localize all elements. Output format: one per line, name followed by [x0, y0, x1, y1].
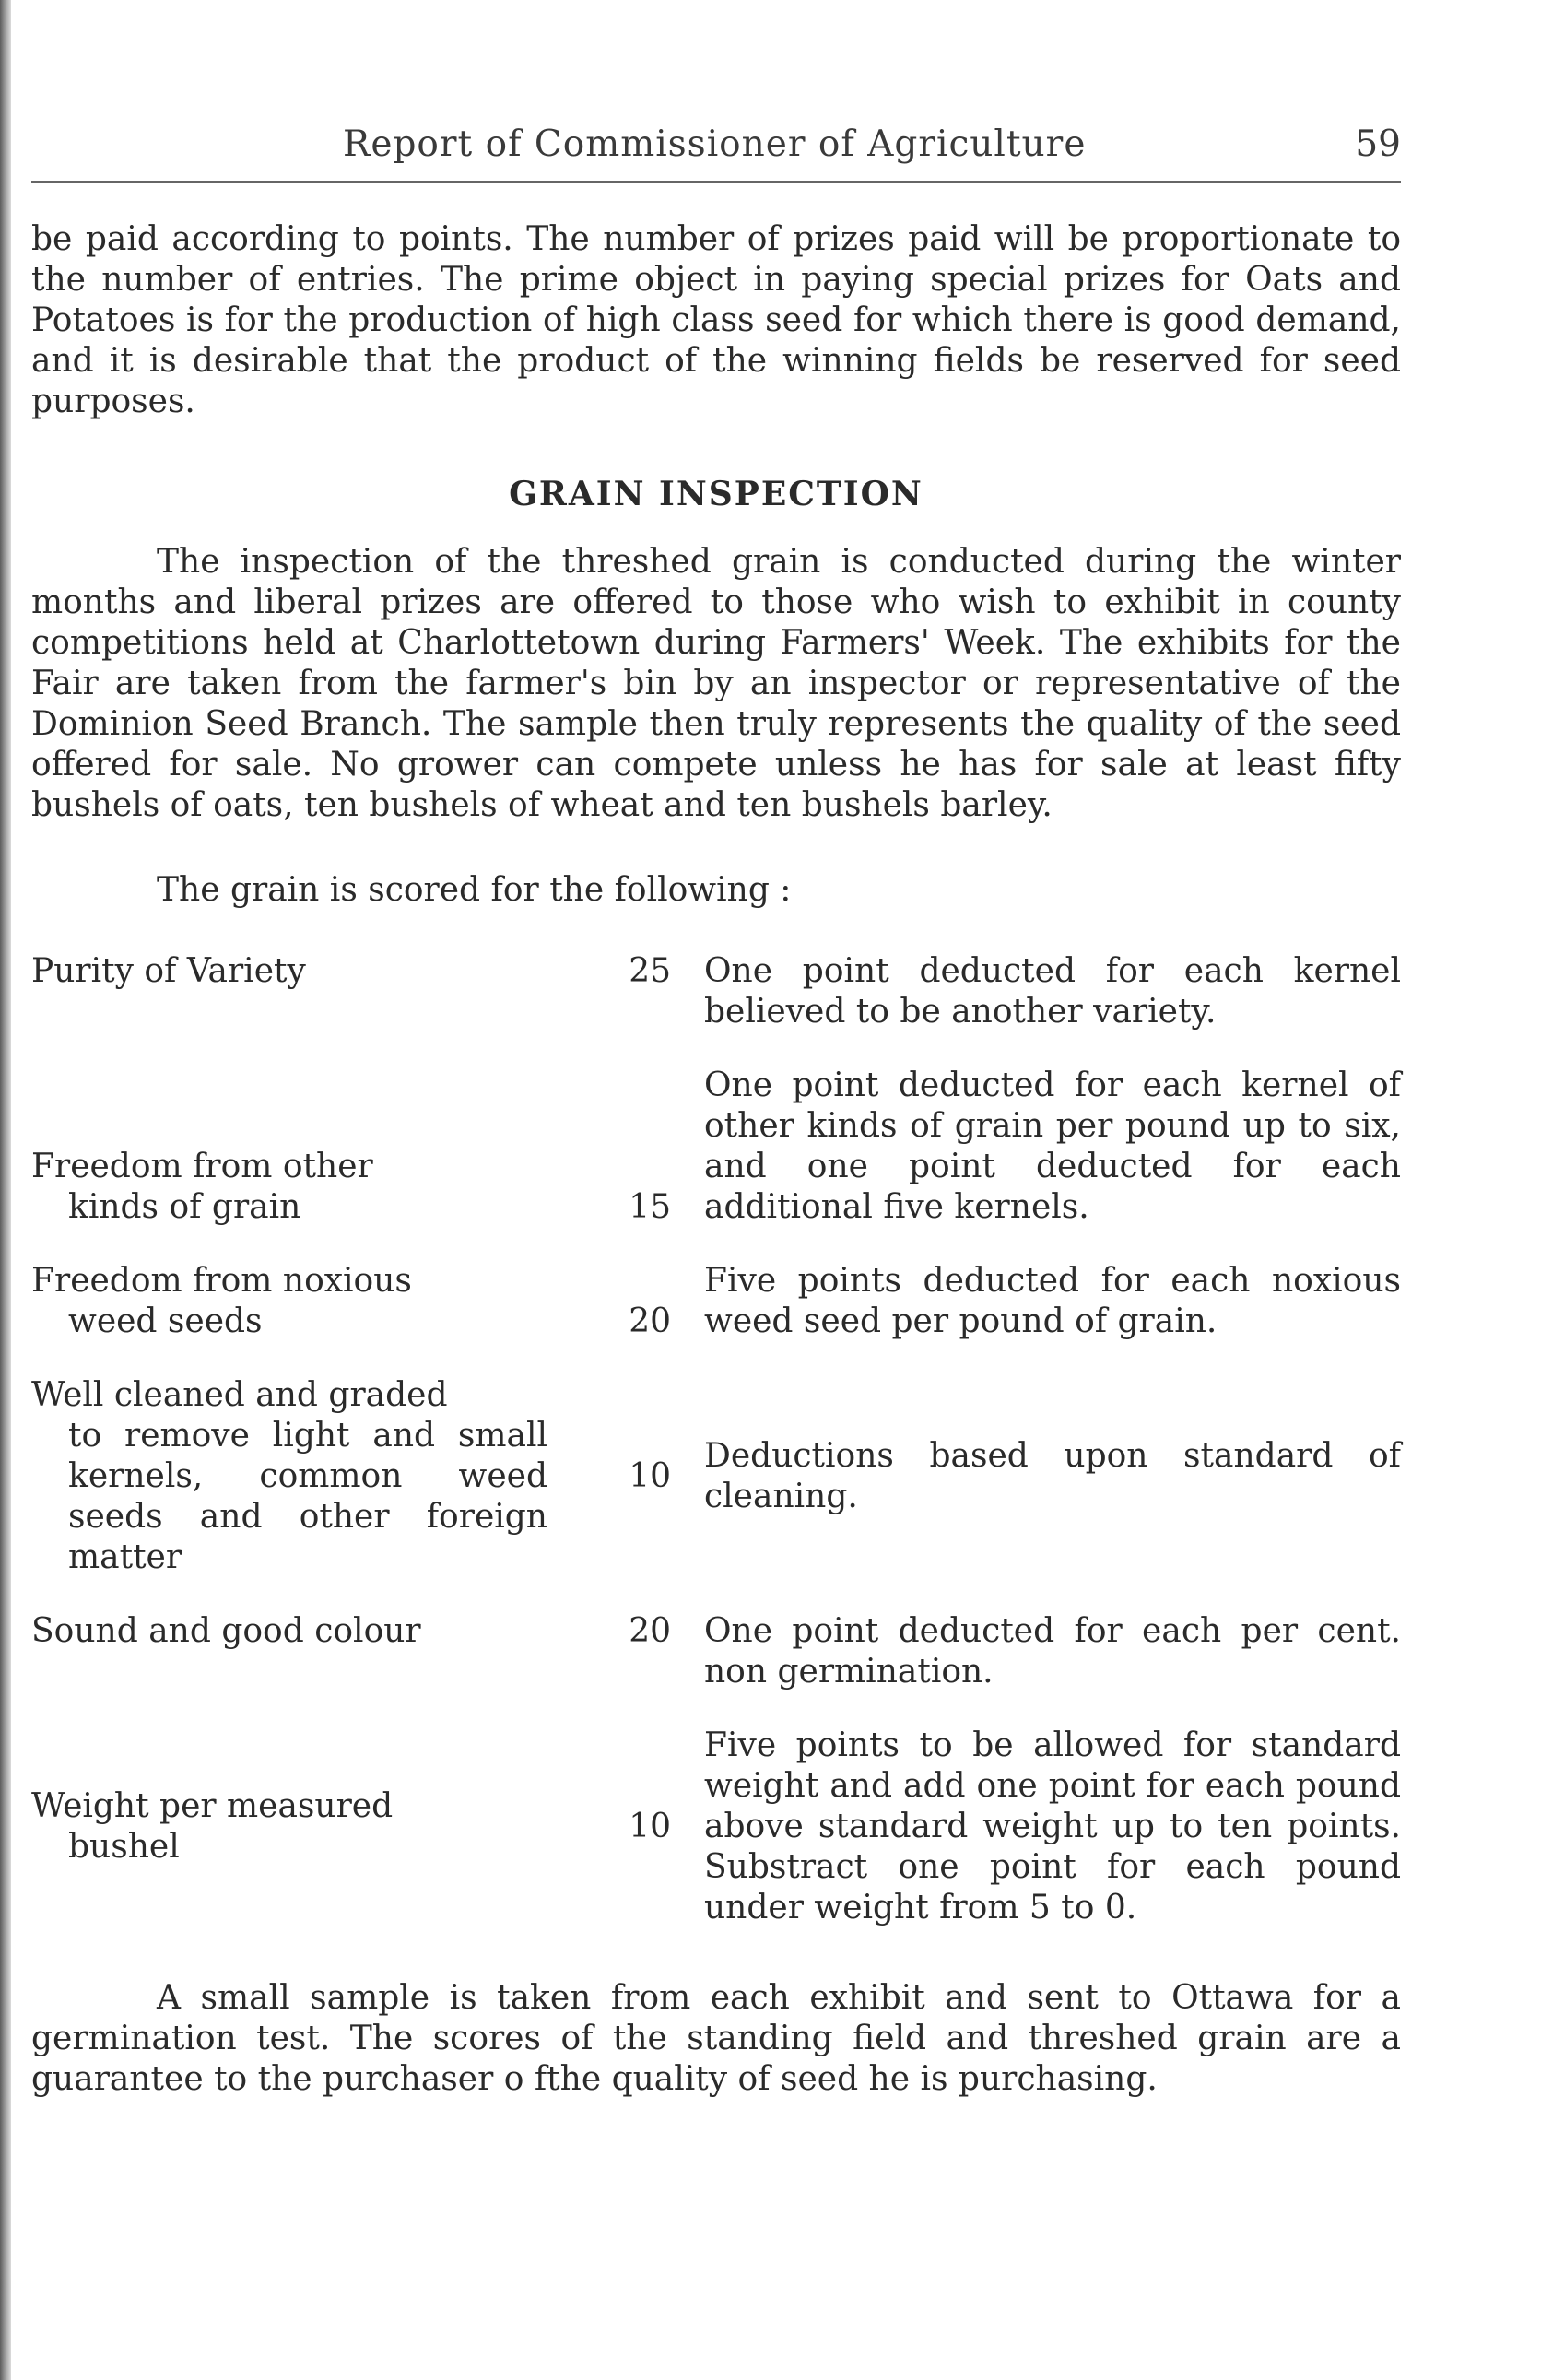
criterion	[31, 1375, 557, 1578]
criterion	[31, 1147, 557, 1228]
criterion-continuation: bushel	[68, 1828, 180, 1866]
criterion-label: Purity of Variety	[31, 952, 306, 990]
scoring-note: Five points deducted for each noxious weed seed per pound of grain.	[704, 1262, 1401, 1340]
criterion	[31, 1786, 557, 1867]
scoring-note: One point deducted for each kernel believed to be another variety.	[704, 952, 1401, 1031]
criterion-label: Well cleaned and graded	[31, 1376, 448, 1414]
page-body	[31, 219, 1401, 2100]
page-number: 59	[1355, 124, 1401, 165]
section-paragraph: The inspection of the threshed grain is conducted during the winter months and liberal prizes are offered to those who wish to exhibit in county competitions held at Charlottetown during Farmers' Week. The exhibits for the Fair are taken from the farmer's bin by an inspector or representative of the Dominion Seed Branch. The sample then truly represents the quality of the seed offered for sale. No grower can compete unless he has for sale at least fifty bushels of oats, ten bushels of wheat and ten bushels barley.	[31, 543, 1401, 824]
score-row	[31, 951, 1401, 1032]
score-row	[31, 1726, 1401, 1928]
criterion	[31, 951, 557, 992]
intro-paragraph: be paid according to points. The number of prizes paid will be proportionate to the number of entries. The prime object in paying special prizes for Oats and Potatoes is for the production of high class seed for which there is good demand, and it is desirable that the product of the winning fields be reserved for seed purposes.	[31, 220, 1401, 420]
page-header	[31, 118, 1401, 170]
criterion-label: Sound and good colour	[31, 1612, 421, 1650]
criterion-continuation: weed seeds	[68, 1302, 263, 1340]
points-value: 20	[629, 1612, 671, 1650]
scoring-note: One point deducted for each kernel of other kinds of grain per pound up to six, and one point deducted for each additional five kernels.	[704, 1066, 1401, 1226]
page-edge	[0, 0, 11, 2380]
score-row	[31, 1375, 1401, 1578]
points-value: 10	[629, 1457, 671, 1495]
criterion-label: Freedom from other	[31, 1148, 373, 1185]
points-value: 25	[629, 952, 671, 990]
criterion-continuation: to remove light and small kernels, common weed seeds and other foreign matter	[68, 1417, 547, 1576]
scoring-note: One point deducted for each per cent. non germination.	[704, 1612, 1401, 1691]
points-value: 10	[629, 1808, 671, 1845]
section-heading: GRAIN INSPECTION	[509, 475, 923, 513]
scoring-note: Five points to be allowed for standard weight and add one point for each pound above standard weight up to ten points. Substract one point for each pound under weight from 5 to 0.	[704, 1726, 1401, 1926]
closing-paragraph: A small sample is taken from each exhibit and sent to Ottawa for a germination test. The scores of the standing field and threshed grain are a guarantee to the purchaser o fthe quality of seed he is purchasing.	[31, 1979, 1401, 2098]
running-title: Report of Commissioner of Agriculture	[343, 124, 1087, 165]
scoring-note: Deductions based upon standard of cleaning.	[704, 1437, 1401, 1515]
score-row	[31, 1066, 1401, 1228]
points-value: 15	[629, 1188, 671, 1226]
criterion-label: Freedom from noxious	[31, 1262, 412, 1300]
header-rule	[31, 181, 1401, 183]
criterion-label: Weight per measured	[31, 1787, 394, 1825]
score-table	[31, 951, 1401, 1928]
criterion	[31, 1611, 557, 1652]
criterion-continuation: kinds of grain	[68, 1188, 301, 1226]
score-row	[31, 1261, 1401, 1342]
points-value: 20	[629, 1302, 671, 1340]
score-row	[31, 1611, 1401, 1692]
criterion	[31, 1261, 557, 1342]
scored-intro: The grain is scored for the following :	[157, 871, 792, 909]
